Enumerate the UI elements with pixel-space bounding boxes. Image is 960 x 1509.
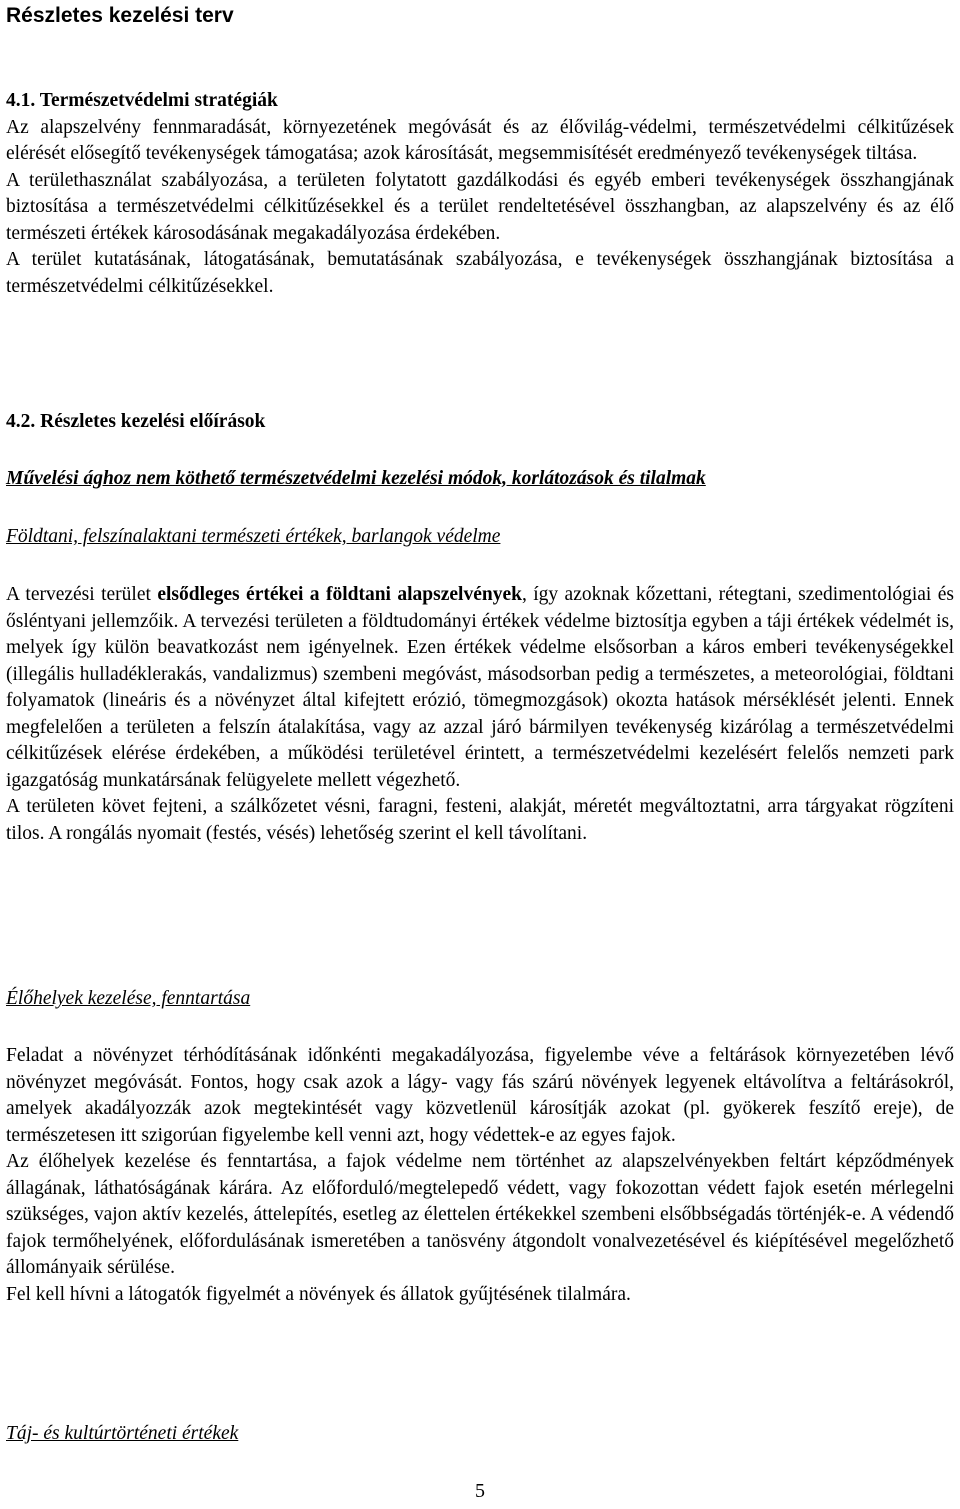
section-4-2-heading: 4.2. Részletes kezelési előírások	[6, 411, 266, 432]
section-4-1	[6, 88, 954, 300]
habitats-paragraph: Fel kell hívni a látogatók figyelmét a növények és állatok gyűjtésének tilalmára.	[6, 1283, 631, 1305]
document-title: Részletes kezelési terv	[6, 4, 234, 27]
geology-paragraph	[6, 582, 954, 794]
geology-section	[6, 582, 954, 847]
landscape-heading: Táj- és kultúrtörténeti értékek	[6, 1423, 239, 1444]
habitats-heading-block	[6, 986, 954, 1013]
section-4-2-subheading-block	[6, 466, 954, 493]
geology-p1-emphasis: elsődleges értékei a földtani alapszelvények	[157, 584, 522, 605]
habitats-heading: Élőhelyek kezelése, fenntartása	[6, 988, 251, 1009]
geology-heading: Földtani, felszínalaktani természeti értékek, barlangok védelme	[6, 526, 501, 547]
section-4-1-paragraph: Az alapszelvény fennmaradását, környezetének megóvását és az élővilág-védelmi, természetvédelmi célkitűzések elérését elősegítő tevékenységek támogatása; azok károsítását, megsemmisítését eredményező tevékenységek tiltása.	[6, 116, 954, 164]
habitats-paragraph: Az élőhelyek kezelése és fenntartása, a fajok védelme nem történhet az alapszelvényekben feltárt képződmények állagának, láthatóságának kárára. Az előforduló/megtelepedő védett, vagy fokozottan védett fajok esetén mérlegelni szükséges, vajon aktív kezelés, áttelepítés, esetleg az élettelen értékekkel szembeni elsőbbségadás történjék-e. A védendő fajok termőhelyének, előfordulásának ismeretében a tanösvény átgondolt vonalvezetésével és kiépítésével megelőzhető állományaik sérülése.	[6, 1151, 954, 1278]
section-4-1-paragraph: A terület kutatásának, látogatásának, bemutatásának szabályozása, e tevékenységek összhangjának biztosítása a természetvédelmi célkitűzésekkel.	[6, 249, 954, 297]
geology-p1-lead: A tervezési terület	[6, 584, 158, 605]
habitats-paragraph: Feladat a növényzet térhódításának időnkénti megakadályozása, figyelembe véve a feltárások környezetében lévő növényzet megóvását. Fontos, hogy csak azok a lágy- vagy fás szárú növények legyenek eltávolítva a feltárásokról, amelyek akadályozzák azok megtekintését vagy közvetlenül károsítják azokat (pl. gyökerek feszítő ereje), de természetesen itt szigorúan figyelembe kell venni azt, hogy védettek-e az egyes fajok.	[6, 1045, 954, 1146]
geology-paragraph-2: A területen követ fejteni, a szálkőzetet vésni, faragni, festeni, alakját, méretét megváltoztatni, arra tárgyakat rögzíteni tilos. A rongálás nyomait (festés, vésés) lehetőség szerint el kell távolítani.	[6, 796, 954, 844]
section-4-1-paragraph: A területhasználat szabályozása, a területen folytatott gazdálkodási és egyéb emberi tevékenységek összhangjának biztosítása a természetvédelmi célkitűzésekkel és a terület rendeltetésével összhangban, az alapszelvény és az élő természeti értékek károsodásának megakadályozása érdekében.	[6, 169, 954, 244]
geology-heading-block	[6, 524, 954, 551]
landscape-heading-block	[6, 1421, 954, 1448]
page-number: 5	[475, 1480, 485, 1502]
section-4-2-subheading: Művelési ághoz nem köthető természetvédelmi kezelési módok, korlátozások és tilalmak	[6, 468, 706, 489]
section-4-1-heading: 4.1. Természetvédelmi stratégiák	[6, 90, 278, 111]
section-4-2-heading-block	[6, 409, 954, 436]
geology-p1-rest: , így azoknak kőzettani, rétegtani, szedimentológiai és ősléntyani jellemzőik. A tervezési területen a földtudományi értékek védelme biztosítja egyben a táji értékek védelmét is, melyek így külön beavatkozást nem igényelnek. Ezen értékek védelme elsősorban a káros emberi tevékenységekkel (illegális hulladéklerakás, vandalizmus) szembeni megóvást, másodsorban pedig a természetes, a meteorológiai, földtani folyamatok (lineáris és a növényzet által kifejtett erózió, tömegmozgások) okozta hatások mérséklését jelenti. Ennek megfelelően a területen a felszín átalakítása, vagy az azzal járó bármilyen tevékenység kizárólag a természetvédelmi célkitűzések elérése érdekében, a működési területével érintett, a természetvédelmi kezelésért felelős nemzeti park igazgatóság munkatársának felügyelete mellett végezhető.	[6, 584, 954, 791]
habitats-section	[6, 1043, 954, 1308]
